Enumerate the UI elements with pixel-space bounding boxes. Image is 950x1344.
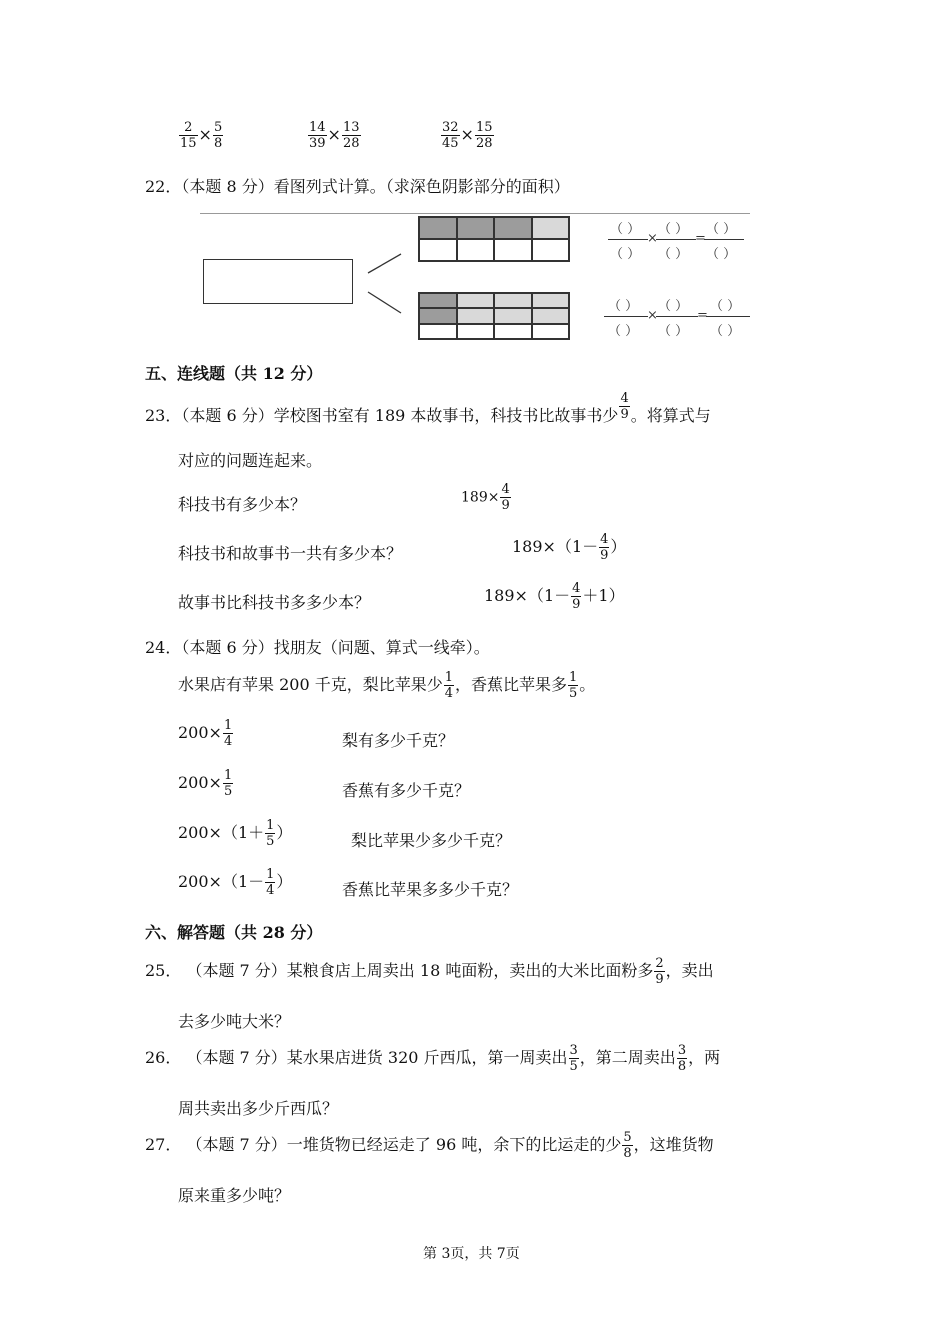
equals-sign: = <box>695 231 706 246</box>
q23-expr-2 <box>512 532 626 563</box>
frac-den: 9 <box>655 972 664 987</box>
paren: （ ） <box>658 299 689 314</box>
grid-cell-light <box>494 308 532 323</box>
frac-den: 4 <box>223 734 233 749</box>
expr-pre: 200×（1＋ <box>178 823 265 842</box>
frac-den: 28 <box>342 136 360 151</box>
grid-cell-dark <box>419 293 457 308</box>
frac-den: 8 <box>677 1059 687 1074</box>
grid-cell-light <box>532 293 570 308</box>
grid-cell <box>419 324 457 339</box>
paren: （ ） <box>610 222 641 237</box>
frac-den: 4 <box>444 686 453 701</box>
expr-pre: 189× <box>461 489 500 506</box>
times-sign: × <box>198 125 212 144</box>
frac-den: 5 <box>223 784 233 799</box>
frac-num: 2 <box>184 120 193 135</box>
grid-cell <box>532 239 570 261</box>
q24-expr-3 <box>178 818 292 849</box>
q24-question-2: 香蕉有多少千克？ <box>342 781 471 800</box>
expr-pre: 189×（1－ <box>484 586 571 605</box>
q26-text-c: ，两 <box>688 1048 721 1067</box>
frac-num: 1 <box>266 818 275 833</box>
frac-den: 5 <box>569 1059 578 1074</box>
frac-num: 4 <box>620 391 629 406</box>
frac-num: 5 <box>623 1130 632 1145</box>
fraction-bar <box>608 239 648 240</box>
frac-num: 3 <box>569 1043 578 1058</box>
q23-question-2: 科技书和故事书一共有多少本？ <box>178 544 403 563</box>
paren: （ ） <box>608 324 639 339</box>
q27-text-b: ，这堆货物 <box>633 1135 714 1154</box>
whole-rectangle <box>203 259 353 304</box>
grid-cell <box>494 239 532 261</box>
expr-pre: 200× <box>178 723 222 742</box>
q26-line2: 周共卖出多少斤西瓜？ <box>178 1099 339 1118</box>
section-5-heading: 五、连线题（共 12 分） <box>145 364 323 383</box>
frac-num: 4 <box>600 532 609 547</box>
q23-expr-1 <box>461 482 512 513</box>
grid-cell-light <box>457 293 495 308</box>
section-6-heading: 六、解答题（共 28 分） <box>145 923 323 942</box>
fraction-bar <box>704 239 744 240</box>
paren: （ ） <box>658 247 689 262</box>
q25-text-b: ，卖出 <box>665 961 714 980</box>
times-sign: × <box>327 125 341 144</box>
paren: （ ） <box>608 299 639 314</box>
frac-num: 15 <box>475 120 493 135</box>
fraction-bar <box>706 316 750 317</box>
frac-num: 5 <box>213 120 223 135</box>
branch-lines <box>365 250 405 320</box>
q23-suffix: 。将算式与 <box>630 406 711 425</box>
q23-line1 <box>145 391 711 432</box>
q25-line1 <box>145 956 714 987</box>
frac-den: 39 <box>309 136 326 151</box>
frac-num: 4 <box>572 581 581 596</box>
times-sign: × <box>647 308 658 323</box>
grid-cell <box>457 324 495 339</box>
paren: （ ） <box>706 247 737 262</box>
q27-text-a: 27． （本题 7 分）一堆货物已经运走了 96 吨，余下的比运走的少 <box>145 1135 622 1154</box>
grid-cell <box>457 239 495 261</box>
grid-cell-dark <box>457 217 495 239</box>
page-footer: 第 3页，共 7页 <box>423 1246 520 1262</box>
fraction-bar <box>656 239 696 240</box>
fraction-bar <box>604 316 648 317</box>
expr-post: ） <box>276 872 293 891</box>
expr-post: ＋1） <box>582 586 625 605</box>
q27-line2: 原来重多少吨？ <box>178 1186 291 1205</box>
expr-post: ） <box>610 537 627 556</box>
paren: （ ） <box>658 222 689 237</box>
grid-cell-dark <box>494 217 532 239</box>
grid-cell-dark <box>419 308 457 323</box>
paren: （ ） <box>706 222 737 237</box>
frac-den: 9 <box>572 597 581 612</box>
frac-den: 9 <box>501 498 510 513</box>
frac-num: 32 <box>442 120 459 135</box>
equals-sign: = <box>697 308 708 323</box>
expr-pre: 200×（1－ <box>178 872 265 891</box>
grid-cell-light <box>457 308 495 323</box>
grid-cell <box>532 324 570 339</box>
times-sign: × <box>460 125 474 144</box>
answer-template-2 <box>602 295 752 341</box>
grid-cell-light <box>532 217 570 239</box>
paren: （ ） <box>658 324 689 339</box>
q24-expr-1 <box>178 718 234 749</box>
grid-cell-dark <box>419 217 457 239</box>
q23-question-1: 科技书有多少本？ <box>178 495 307 514</box>
q27-line1 <box>145 1130 714 1161</box>
grid-cell-light <box>494 293 532 308</box>
q24-stem-c: 。 <box>579 675 596 694</box>
frac-den: 5 <box>266 834 275 849</box>
q24-question-3: 梨比苹果少多少千克？ <box>351 831 512 850</box>
frac-num: 14 <box>309 120 326 135</box>
answer-template-1 <box>606 218 746 264</box>
q22-text: 22．（本题 8 分）看图列式计算。（求深色阴影部分的面积） <box>145 177 570 196</box>
top-expr-1 <box>178 120 224 151</box>
times-sign: × <box>647 231 658 246</box>
q23-question-3: 故事书比科技书多多少本？ <box>178 593 371 612</box>
frac-den: 45 <box>442 136 459 151</box>
frac-num: 1 <box>569 670 578 685</box>
frac-num: 2 <box>655 956 664 971</box>
frac-den: 9 <box>600 548 609 563</box>
q25-line2: 去多少吨大米？ <box>178 1012 291 1031</box>
frac-den: 15 <box>180 136 197 151</box>
paren: （ ） <box>710 299 741 314</box>
q24-stem <box>178 670 595 701</box>
grid-cell <box>494 324 532 339</box>
q23-prefix: 23．（本题 6 分）学校图书室有 189 本故事书，科技书比故事书少 <box>145 406 619 425</box>
frac-den: 9 <box>620 407 629 422</box>
paren: （ ） <box>610 247 641 262</box>
frac-num: 1 <box>223 718 233 733</box>
q26-line1 <box>145 1043 720 1074</box>
frac-num: 4 <box>501 482 510 497</box>
q24-question-4: 香蕉比苹果多多少千克？ <box>342 880 519 899</box>
q23-line2: 对应的问题连起来。 <box>178 451 323 470</box>
frac-den: 28 <box>475 136 493 151</box>
fraction-bar <box>656 316 698 317</box>
frac-num: 1 <box>223 768 233 783</box>
frac-num: 1 <box>444 670 453 685</box>
top-expr-3 <box>440 120 495 151</box>
expr-pre: 200× <box>178 773 222 792</box>
q26-text-b: ，第二周卖出 <box>579 1048 676 1067</box>
q23-expr-3 <box>484 581 625 612</box>
expr-post: ） <box>276 823 293 842</box>
top-expr-2 <box>307 120 362 151</box>
frac-num: 13 <box>342 120 360 135</box>
grid-bottom <box>418 292 570 340</box>
frac-den: 4 <box>266 883 275 898</box>
q24-question-1: 梨有多少千克？ <box>342 731 455 750</box>
q26-text-a: 26． （本题 7 分）某水果店进货 320 斤西瓜，第一周卖出 <box>145 1048 568 1067</box>
paren: （ ） <box>710 324 741 339</box>
frac-num: 1 <box>266 867 275 882</box>
grid-top <box>418 216 570 262</box>
q24-stem-b: ，香蕉比苹果多 <box>455 675 568 694</box>
q25-text-a: 25． （本题 7 分）某粮食店上周卖出 18 吨面粉，卖出的大米比面粉多 <box>145 961 654 980</box>
q24-expr-4 <box>178 867 292 898</box>
frac-den: 8 <box>213 136 223 151</box>
figure-top-rule <box>200 213 750 214</box>
frac-den: 5 <box>569 686 578 701</box>
q24-stem-a: 水果店有苹果 200 千克，梨比苹果少 <box>178 675 443 694</box>
grid-cell <box>419 239 457 261</box>
frac-den: 8 <box>623 1146 632 1161</box>
q24-title: 24．（本题 6 分）找朋友（问题、算式一线牵）。 <box>145 638 490 657</box>
grid-cell-light <box>532 308 570 323</box>
frac-num: 3 <box>677 1043 687 1058</box>
q24-expr-2 <box>178 768 234 799</box>
expr-pre: 189×（1－ <box>512 537 599 556</box>
